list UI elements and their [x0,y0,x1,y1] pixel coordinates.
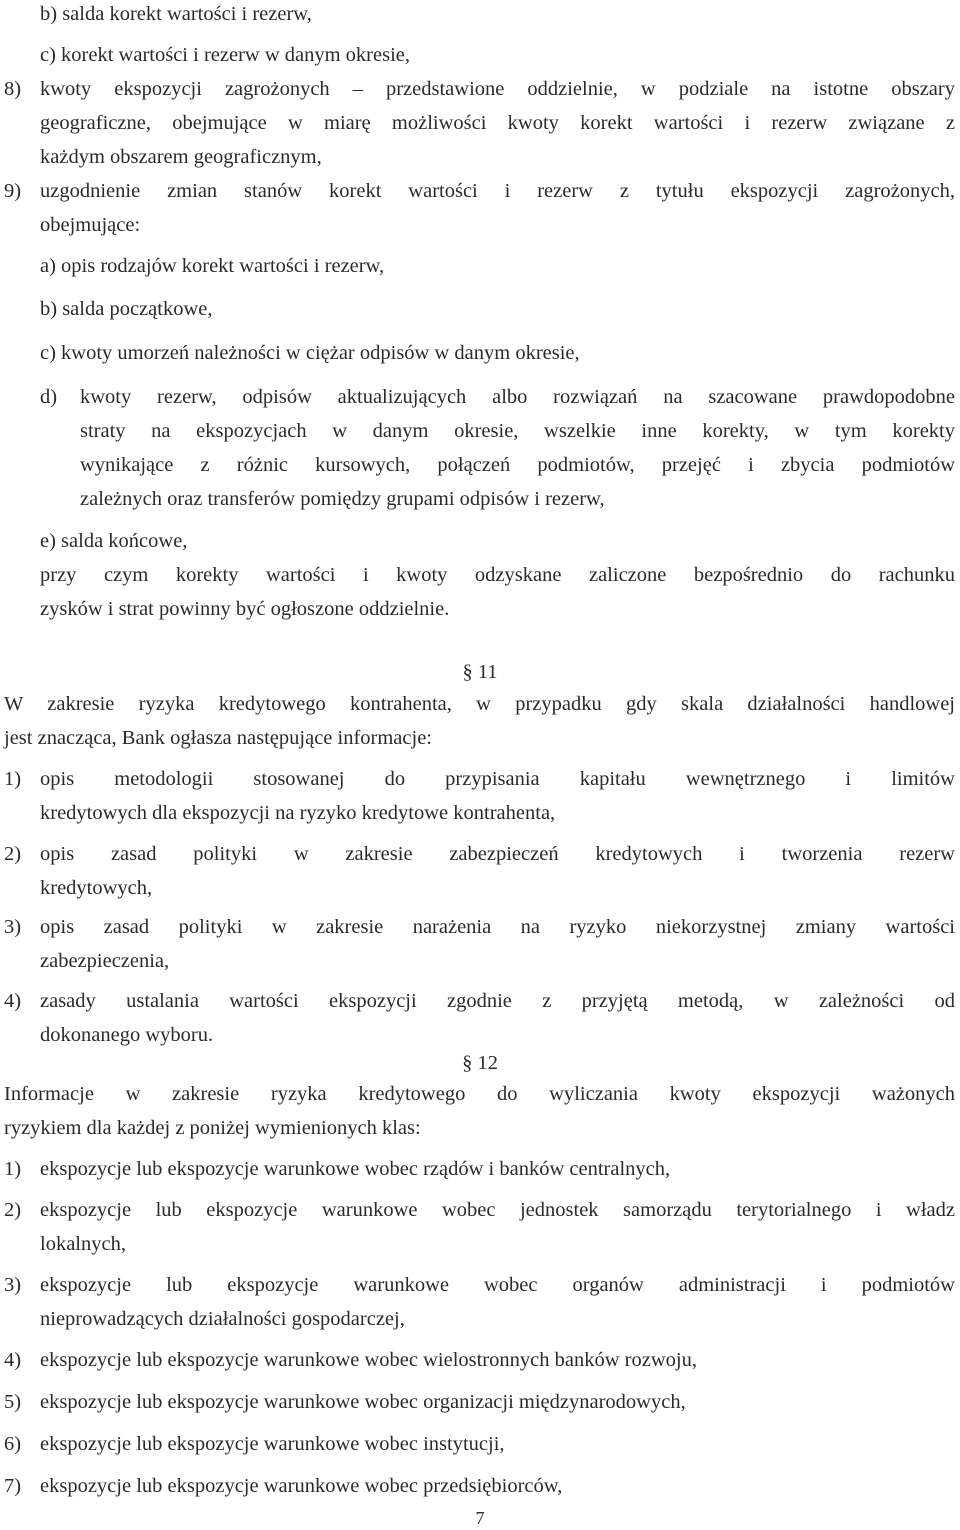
list-item-text: ekspozycje lub ekspozycje warunkowe wobec rządów i banków centralnych, [40,1158,671,1180]
sub-item-b: b) salda początkowe, [40,298,213,320]
sub-item-e: e) salda końcowe, [40,530,188,552]
list-item-c-korekty: c) korekt wartości i rezerw w danym okresie, [40,44,410,66]
list-marker: 2) [4,1199,22,1221]
list-item-text: zależnych oraz transferów pomiędzy grupami odpisów i rezerw, [80,488,605,510]
list-marker: 3) [4,916,22,938]
list-item-text: każdym obszarem geograficznym, [40,146,322,168]
list-item-text: opis metodologii stosowanej do przypisania kapitału wewnętrznego i limitów [40,768,955,790]
paragraph-line: jest znacząca, Bank ogłasza następujące informacje: [4,727,432,749]
list-item-text: ekspozycje lub ekspozycje warunkowe wobec organów administracji i podmiotów [40,1274,955,1296]
list-item-text: ekspozycje lub ekspozycje warunkowe wobec jednostek samorządu terytorialnego i władz [40,1199,955,1221]
paragraph-line: ryzykiem dla każdej z poniżej wymienionych klas: [4,1117,421,1139]
list-marker: 4) [4,1349,22,1371]
list-marker: 1) [4,768,22,790]
list-marker: 5) [4,1391,22,1413]
list-item-text: kredytowych dla ekspozycji na ryzyko kredytowe kontrahenta, [40,802,556,824]
list-item-text: wynikające z różnic kursowych, połączeń podmiotów, przejęć i zbycia podmiotów [80,454,955,476]
list-marker: 3) [4,1274,22,1296]
list-item-text: zasady ustalania wartości ekspozycji zgodnie z przyjętą metodą, w zależności od [40,990,955,1012]
list-item-text: ekspozycje lub ekspozycje warunkowe wobec instytucji, [40,1433,505,1455]
list-item-text: nieprowadzących działalności gospodarczej, [40,1308,405,1330]
paragraph-line: zysków i strat powinny być ogłoszone oddzielnie. [40,598,450,620]
list-item-text: ekspozycje lub ekspozycje warunkowe wobec organizacji międzynarodowych, [40,1391,686,1413]
paragraph-line: przy czym korekty wartości i kwoty odzyskane zaliczone bezpośrednio do rachunku [40,564,955,586]
list-item-text: uzgodnienie zmian stanów korekt wartości i rezerw z tytułu ekspozycji zagrożonych, [40,180,955,202]
list-marker: 6) [4,1433,22,1455]
list-item-text: ekspozycje lub ekspozycje warunkowe wobec przedsiębiorców, [40,1475,563,1497]
list-item-b-saldo: b) salda korekt wartości i rezerw, [40,3,312,25]
list-marker: 8) [4,78,22,100]
list-marker: 2) [4,843,22,865]
section-heading: § 12 [462,1052,498,1074]
sub-item-c: c) kwoty umorzeń należności w ciężar odpisów w danym okresie, [40,342,580,364]
list-marker: 7) [4,1475,22,1497]
paragraph-line: Informacje w zakresie ryzyka kredytowego do wyliczania kwoty ekspozycji ważonych [4,1083,955,1105]
list-item-text: dokonanego wyboru. [40,1024,214,1046]
list-item-text: zabezpieczenia, [40,950,170,972]
list-item-text: straty na ekspozycjach w danym okresie, wszelkie inne korekty, w tym korekty [80,420,955,442]
list-item-text: geograficzne, obejmujące w miarę możliwości kwoty korekt wartości i rezerw związane z [40,112,955,134]
list-item-text: opis zasad polityki w zakresie zabezpieczeń kredytowych i tworzenia rezerw [40,843,955,865]
list-item-text: kwoty rezerw, odpisów aktualizujących albo rozwiązań na szacowane prawdopodobne [80,386,955,408]
list-marker: 9) [4,180,22,202]
list-marker: 1) [4,1158,22,1180]
section-heading: § 11 [462,661,498,683]
list-item-text: opis zasad polityki w zakresie narażenia na ryzyko niekorzystnej zmiany wartości [40,916,955,938]
list-item-text: kwoty ekspozycji zagrożonych – przedstawione oddzielnie, w podziale na istotne obszary [40,78,955,100]
paragraph-line: W zakresie ryzyka kredytowego kontrahenta, w przypadku gdy skala działalności handlowej [4,693,955,715]
list-item-text: kredytowych, [40,877,153,899]
page-number: 7 [475,1508,485,1528]
list-item-text: ekspozycje lub ekspozycje warunkowe wobec wielostronnych banków rozwoju, [40,1349,697,1371]
list-marker: 4) [4,990,22,1012]
sub-item-a: a) opis rodzajów korekt wartości i rezerw, [40,255,385,277]
list-item-text: obejmujące: [40,214,141,236]
list-item-text: lokalnych, [40,1233,126,1255]
list-marker: d) [40,386,58,408]
